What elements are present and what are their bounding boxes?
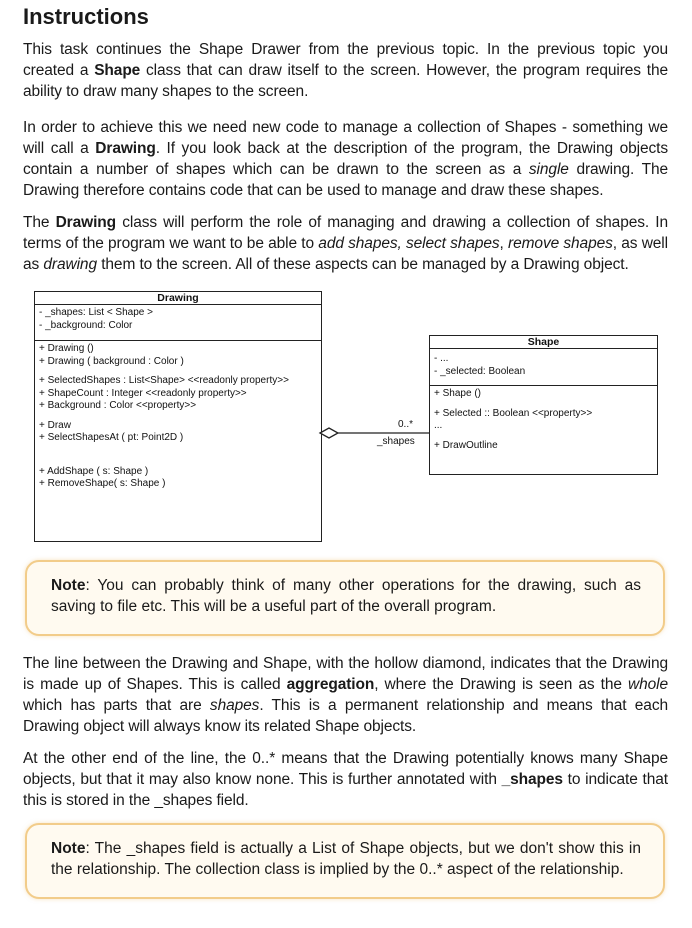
method: + SelectShapesAt ( pt: Point2D ) [39,432,184,443]
paragraph-multiplicity [23,748,668,811]
whole-term: whole [628,676,668,693]
drawing-operations [35,341,321,493]
text: In order to achieve this we need new code to manage a collection of Shapes - something we will call a [23,119,668,157]
method: + DrawOutline [434,439,498,451]
shape-class-name: Shape [430,336,657,349]
text: . This is a permanent relationship and means that each Drawing object will always know its related Shape objects. [23,697,668,735]
note-text [51,838,641,880]
text: : The _shapes field is actually a List of Shape objects, but we don't show this in the relationship. The collection class is implied by the 0..* aspect of the relationship. [51,840,641,878]
paragraph-drawing-intro [23,117,668,201]
field: - _selected: Boolean [434,365,526,377]
drawing-term: Drawing [95,140,156,157]
text: This task continues the Shape Drawer from the previous topic. In the previous topic you created a [23,41,668,79]
text: them to the screen. All of these aspects can be managed by a Drawing object. [96,256,629,273]
text: The line between the Drawing and Shape, with the hollow diamond, indicates that the Drawing is made up of Shapes. This is called [23,655,668,693]
constructor: + Drawing () [39,343,94,354]
constructor: + Shape () [434,388,481,399]
text: class will perform the role of managing and drawing a collection of shapes. In terms of the program we want to be able to [23,214,668,252]
text: drawing. The Drawing therefore contains code that can be used to manage and draw these shapes. [23,161,668,199]
paragraph-intro [23,39,668,102]
role-label: _shapes [377,436,415,447]
shapes-term: shapes [209,697,260,714]
aggregation-term: aggregation [286,676,375,693]
text: . If you look back at the description of the program, the Drawing objects contain a number of shapes which can be drawn to the screen as a [23,140,668,178]
page-title: Instructions [23,4,149,29]
shape-fields [430,349,657,386]
field: - ... [434,353,449,364]
drawing-fields [35,305,321,341]
field: - _background: Color [39,319,133,331]
property: ... [434,420,443,431]
note-label: Note [51,577,86,594]
shape-operations [430,386,657,454]
drawing-term: Drawing [55,214,117,231]
method: + AddShape ( s: Shape ) [39,465,149,477]
shape-term: Shape [94,62,141,79]
shapes-field-term: _shapes [501,771,563,788]
field: - _shapes: List < Shape > [39,307,153,318]
property: + ShapeCount : Integer <<readonly property>> [39,387,247,399]
property: + SelectedShapes : List<Shape> <<readonly property>> [39,375,289,386]
method: + RemoveShape( s: Shape ) [39,478,166,489]
text: to indicate that this is stored in the _shapes field. [23,771,668,809]
hollow-diamond-icon [320,428,338,438]
drawing-class-name: Drawing [35,292,321,305]
shape-class-box [429,335,658,475]
text: At the other end of the line, the 0..* means that the Drawing potentially knows many Shape objects, but that it may also know none. This is further annotated with [23,750,668,788]
note-box [25,823,665,899]
text: : You can probably think of many other operations for the drawing, such as saving to file etc. This will be a useful part of the overall program. [51,577,641,615]
method: + Draw [39,419,71,431]
select-shapes-term: select shapes [406,235,500,252]
note-box [25,560,665,636]
paragraph-aggregation [23,653,668,737]
text: , where the Drawing is seen as the [374,676,628,693]
paragraph-drawing-role [23,212,668,275]
property: + Background : Color <<property>> [39,400,197,411]
text: , as well as [23,235,668,273]
single-term: single [528,161,569,178]
property: + Selected :: Boolean <<property>> [434,407,593,419]
multiplicity-label: 0..* [398,419,414,430]
note-label: Note [51,840,86,857]
note-text [51,575,641,617]
drawing-class-box [34,291,322,542]
text: The [23,214,56,231]
text: which has parts that are [23,697,210,714]
constructor: + Drawing ( background : Color ) [39,355,184,367]
drawing-verb-term: drawing [43,256,97,273]
add-shapes-term: add shapes, [318,235,402,252]
remove-shapes-term: remove shapes [508,235,613,252]
text: class that can draw itself to the screen. However, the program requires the ability to draw many shapes to the screen. [23,62,669,100]
text: , [499,235,509,252]
